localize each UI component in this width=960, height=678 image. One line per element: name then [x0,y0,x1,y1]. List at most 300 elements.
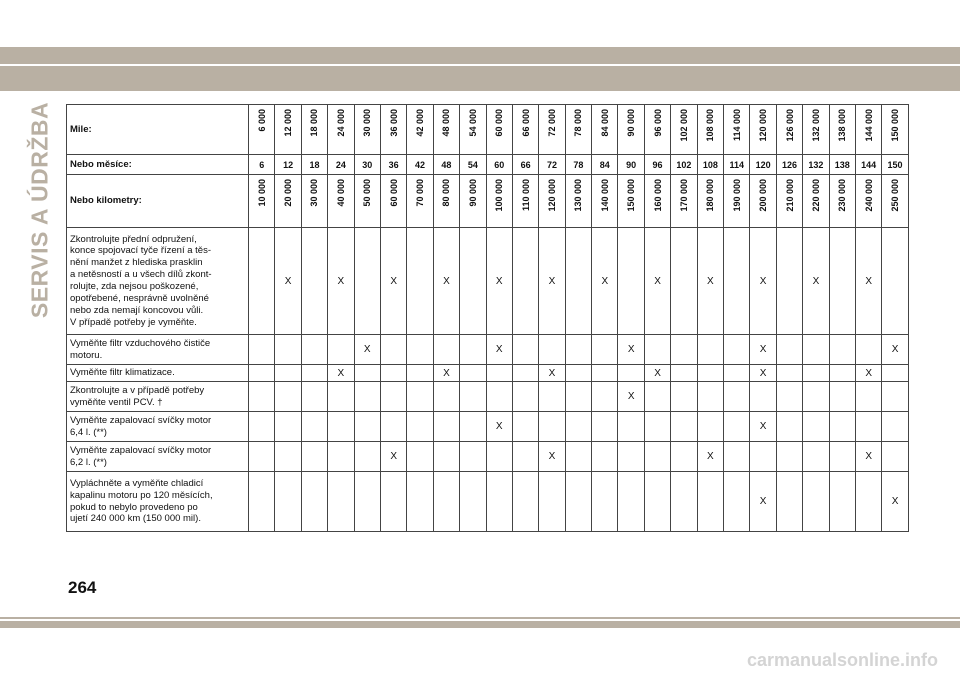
table-row [67,228,909,335]
empty-cell [803,382,829,412]
service-mark: X [539,442,565,472]
service-mark: X [486,335,512,365]
service-mark: X [592,228,618,335]
miles-row [67,105,909,155]
empty-cell [328,412,354,442]
miles-value: 132 000 [810,109,821,142]
empty-cell [803,335,829,365]
empty-cell [855,472,881,532]
km-value: 250 000 [890,179,901,212]
miles-header-cell [750,105,776,155]
service-mark: X [486,412,512,442]
empty-cell [697,335,723,365]
empty-cell [275,335,301,365]
service-mark: X [275,228,301,335]
miles-label: Mile: [67,105,249,155]
months-value: 60 [486,155,512,175]
empty-cell [249,442,275,472]
table-row [67,442,909,472]
miles-value: 120 000 [758,109,769,142]
km-value: 110 000 [520,179,531,212]
km-header-cell [275,175,301,228]
empty-cell [565,442,591,472]
empty-cell [249,365,275,382]
miles-value: 138 000 [837,109,848,142]
empty-cell [671,412,697,442]
months-value: 150 [882,155,908,175]
empty-cell [433,472,459,532]
km-header-cell [407,175,433,228]
months-value: 78 [565,155,591,175]
empty-cell [829,442,855,472]
months-value: 132 [803,155,829,175]
km-value: 60 000 [388,179,399,207]
miles-header-cell [565,105,591,155]
table-row [67,382,909,412]
months-value: 120 [750,155,776,175]
empty-cell [671,335,697,365]
empty-cell [407,365,433,382]
km-value: 160 000 [652,179,663,212]
empty-cell [433,382,459,412]
service-mark: X [618,382,644,412]
km-value: 150 000 [626,179,637,212]
empty-cell [750,442,776,472]
task-label: Vyměňte zapalovací svíčky motor 6,4 l. (**) [67,412,249,442]
task-label: Vyměňte zapalovací svíčky motor 6,2 l. (**) [67,442,249,472]
months-value: 96 [644,155,670,175]
empty-cell [592,382,618,412]
empty-cell [724,382,750,412]
months-value: 12 [275,155,301,175]
service-mark: X [539,365,565,382]
empty-cell [512,382,538,412]
miles-value: 114 000 [731,109,742,142]
empty-cell [460,472,486,532]
km-value: 30 000 [309,179,320,207]
miles-header-cell [380,105,406,155]
empty-cell [486,442,512,472]
empty-cell [354,382,380,412]
miles-value: 72 000 [546,109,557,137]
empty-cell [592,365,618,382]
miles-value: 30 000 [362,109,373,137]
empty-cell [512,365,538,382]
empty-cell [275,412,301,442]
km-value: 210 000 [784,179,795,212]
miles-value: 144 000 [863,109,874,142]
miles-header-cell [855,105,881,155]
miles-header-cell [249,105,275,155]
empty-cell [249,472,275,532]
months-value: 102 [671,155,697,175]
months-label: Nebo měsíce: [67,155,249,175]
service-mark: X [882,335,908,365]
empty-cell [275,365,301,382]
months-value: 114 [724,155,750,175]
empty-cell [776,228,802,335]
empty-cell [249,382,275,412]
km-header-cell [486,175,512,228]
service-mark: X [750,472,776,532]
page-number: 264 [68,578,97,597]
miles-value: 42 000 [415,109,426,137]
empty-cell [644,472,670,532]
service-mark: X [618,335,644,365]
empty-cell [618,472,644,532]
miles-header-cell [301,105,327,155]
km-label: Nebo kilometry: [67,175,249,228]
empty-cell [618,442,644,472]
section-side-title: SERVIS A ÚDRŽBA [26,101,53,319]
empty-cell [354,365,380,382]
km-value: 10 000 [256,179,267,207]
empty-cell [407,442,433,472]
empty-cell [565,365,591,382]
km-header-cell [671,175,697,228]
miles-header-cell [354,105,380,155]
km-value: 240 000 [863,179,874,212]
empty-cell [565,382,591,412]
miles-header-cell [724,105,750,155]
miles-header-cell [407,105,433,155]
km-value: 140 000 [599,179,610,212]
service-mark: X [855,365,881,382]
miles-header-cell [592,105,618,155]
km-header-cell [724,175,750,228]
miles-header-cell [776,105,802,155]
months-value: 72 [539,155,565,175]
empty-cell [724,442,750,472]
empty-cell [407,335,433,365]
miles-value: 36 000 [388,109,399,137]
empty-cell [380,365,406,382]
empty-cell [249,228,275,335]
empty-cell [460,365,486,382]
empty-cell [776,335,802,365]
km-header-cell [618,175,644,228]
km-value: 200 000 [758,179,769,212]
empty-cell [512,472,538,532]
empty-cell [776,382,802,412]
empty-cell [618,365,644,382]
empty-cell [328,472,354,532]
empty-cell [433,442,459,472]
empty-cell [354,228,380,335]
km-header-cell [354,175,380,228]
bottom-rule-thick [0,621,960,628]
empty-cell [671,365,697,382]
empty-cell [803,472,829,532]
empty-cell [301,442,327,472]
service-mark: X [328,228,354,335]
miles-value: 78 000 [573,109,584,137]
km-header-cell [512,175,538,228]
service-mark: X [380,442,406,472]
months-value: 42 [407,155,433,175]
empty-cell [354,472,380,532]
service-mark: X [354,335,380,365]
months-value: 66 [512,155,538,175]
empty-cell [776,365,802,382]
empty-cell [301,472,327,532]
miles-value: 66 000 [520,109,531,137]
empty-cell [882,412,908,442]
bottom-rule-thin [0,617,960,619]
miles-value: 126 000 [784,109,795,142]
km-value: 230 000 [837,179,848,212]
task-label: Vyměňte filtr klimatizace. [67,365,249,382]
empty-cell [512,228,538,335]
months-value: 30 [354,155,380,175]
miles-header-cell [618,105,644,155]
empty-cell [328,335,354,365]
months-value: 6 [249,155,275,175]
task-label: Vypláchněte a vyměňte chladicí kapalinu motoru po 120 měsících, pokud to nebylo provedeno po ujetí 240 000 km (150 000 mil). [67,472,249,532]
empty-cell [618,228,644,335]
empty-cell [882,228,908,335]
empty-cell [275,442,301,472]
empty-cell [644,335,670,365]
km-value: 40 000 [335,179,346,207]
empty-cell [724,335,750,365]
empty-cell [855,412,881,442]
km-header-cell [539,175,565,228]
km-header-cell [750,175,776,228]
empty-cell [644,382,670,412]
empty-cell [407,228,433,335]
empty-cell [460,412,486,442]
service-mark: X [433,228,459,335]
empty-cell [724,228,750,335]
service-mark: X [882,472,908,532]
miles-value: 84 000 [599,109,610,137]
miles-value: 150 000 [890,109,901,142]
empty-cell [380,472,406,532]
empty-cell [855,382,881,412]
empty-cell [829,335,855,365]
empty-cell [486,382,512,412]
empty-cell [539,382,565,412]
km-header-cell [460,175,486,228]
empty-cell [460,442,486,472]
empty-cell [301,335,327,365]
empty-cell [565,472,591,532]
empty-cell [618,412,644,442]
service-mark: X [855,228,881,335]
service-mark: X [539,228,565,335]
km-value: 120 000 [546,179,557,212]
empty-cell [697,472,723,532]
km-header-cell [249,175,275,228]
empty-cell [301,382,327,412]
empty-cell [512,412,538,442]
miles-value: 6 000 [256,109,267,132]
km-value: 100 000 [494,179,505,212]
km-header-cell [644,175,670,228]
service-mark: X [697,228,723,335]
miles-header-cell [460,105,486,155]
km-value: 20 000 [283,179,294,207]
empty-cell [328,382,354,412]
empty-cell [750,382,776,412]
km-header-cell [776,175,802,228]
service-mark: X [750,412,776,442]
empty-cell [407,382,433,412]
miles-header-cell [328,105,354,155]
service-mark: X [803,228,829,335]
empty-cell [724,472,750,532]
service-mark: X [380,228,406,335]
km-value: 80 000 [441,179,452,207]
km-value: 180 000 [705,179,716,212]
miles-header-cell [512,105,538,155]
miles-header-cell [539,105,565,155]
months-value: 54 [460,155,486,175]
miles-header-cell [803,105,829,155]
miles-value: 90 000 [626,109,637,137]
km-value: 70 000 [415,179,426,207]
months-row [67,155,909,175]
empty-cell [380,412,406,442]
empty-cell [301,412,327,442]
miles-value: 48 000 [441,109,452,137]
service-mark: X [486,228,512,335]
empty-cell [407,412,433,442]
empty-cell [486,472,512,532]
km-header-cell [855,175,881,228]
empty-cell [249,335,275,365]
miles-header-cell [671,105,697,155]
km-row [67,175,909,228]
empty-cell [433,412,459,442]
km-header-cell [328,175,354,228]
miles-value: 12 000 [283,109,294,137]
months-value: 108 [697,155,723,175]
km-header-cell [592,175,618,228]
km-value: 170 000 [678,179,689,212]
empty-cell [829,382,855,412]
empty-cell [671,442,697,472]
empty-cell [803,412,829,442]
empty-cell [882,382,908,412]
empty-cell [460,335,486,365]
km-header-cell [829,175,855,228]
km-header-cell [565,175,591,228]
empty-cell [512,442,538,472]
empty-cell [486,365,512,382]
empty-cell [829,228,855,335]
service-mark: X [644,365,670,382]
empty-cell [882,442,908,472]
watermark: carmanualsonline.info [746,650,938,670]
miles-header-cell [486,105,512,155]
km-header-cell [380,175,406,228]
table-row [67,335,909,365]
empty-cell [460,382,486,412]
km-header-cell [803,175,829,228]
months-value: 18 [301,155,327,175]
km-value: 190 000 [731,179,742,212]
miles-value: 18 000 [309,109,320,137]
empty-cell [301,365,327,382]
empty-cell [592,472,618,532]
months-value: 126 [776,155,802,175]
empty-cell [539,412,565,442]
empty-cell [697,365,723,382]
empty-cell [512,335,538,365]
task-label: Zkontrolujte přední odpružení, konce spojovací tyče řízení a těs- nění manžet z hlediska prasklin a netěsností a u všech dílů zkont- rolujte, zda nejsou poškozené, opotřebené, nesprávně uvolněné nebo zda nemají koncovou vůli. V případě potřeby je vyměňte. [67,228,249,335]
months-value: 138 [829,155,855,175]
empty-cell [380,335,406,365]
empty-cell [460,228,486,335]
empty-cell [671,228,697,335]
empty-cell [803,442,829,472]
table-row [67,472,909,532]
miles-header-cell [829,105,855,155]
service-mark: X [855,442,881,472]
empty-cell [803,365,829,382]
empty-cell [697,412,723,442]
empty-cell [776,472,802,532]
miles-header-cell [882,105,908,155]
miles-value: 108 000 [705,109,716,142]
empty-cell [776,412,802,442]
miles-header-cell [275,105,301,155]
service-mark: X [750,335,776,365]
table-row [67,365,909,382]
km-value: 220 000 [810,179,821,212]
service-mark: X [750,365,776,382]
empty-cell [592,412,618,442]
miles-value: 24 000 [335,109,346,137]
km-value: 130 000 [573,179,584,212]
empty-cell [724,412,750,442]
miles-value: 60 000 [494,109,505,137]
service-mark: X [328,365,354,382]
empty-cell [724,365,750,382]
km-value: 50 000 [362,179,373,207]
empty-cell [301,228,327,335]
task-label: Vyměňte filtr vzduchového čističe motoru. [67,335,249,365]
empty-cell [354,442,380,472]
service-mark: X [750,228,776,335]
empty-cell [328,442,354,472]
months-value: 84 [592,155,618,175]
empty-cell [829,472,855,532]
empty-cell [671,382,697,412]
miles-header-cell [644,105,670,155]
empty-cell [565,412,591,442]
km-header-cell [882,175,908,228]
miles-value: 54 000 [467,109,478,137]
service-mark: X [697,442,723,472]
months-value: 48 [433,155,459,175]
km-header-cell [697,175,723,228]
empty-cell [829,365,855,382]
miles-header-cell [433,105,459,155]
empty-cell [592,442,618,472]
months-value: 36 [380,155,406,175]
empty-cell [275,472,301,532]
task-label: Zkontrolujte a v případě potřeby vyměňte ventil PCV. † [67,382,249,412]
table-row [67,412,909,442]
empty-cell [644,442,670,472]
service-mark: X [644,228,670,335]
km-header-cell [301,175,327,228]
empty-cell [433,335,459,365]
miles-value: 96 000 [652,109,663,137]
